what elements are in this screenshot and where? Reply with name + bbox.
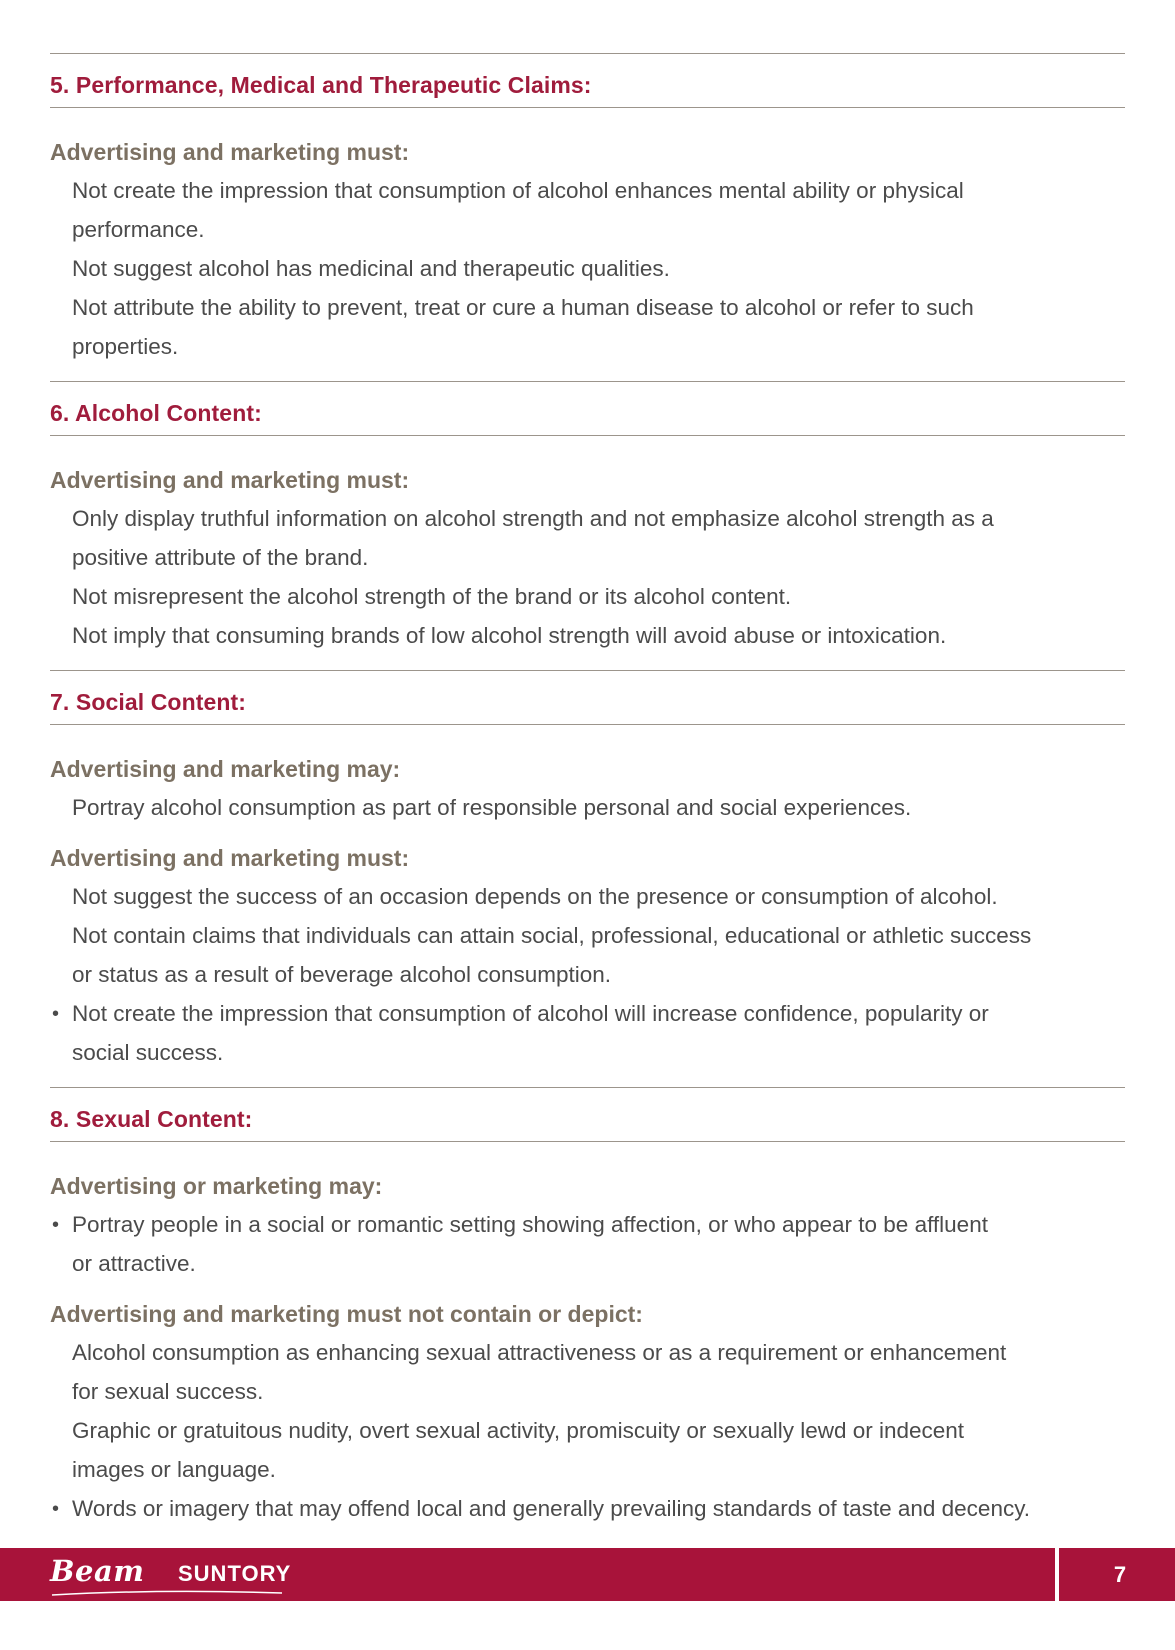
section-divider: [50, 1141, 1125, 1142]
body-line: Portray alcohol consumption as part of responsible personal and social experiences.: [72, 795, 912, 820]
footer-bar: [0, 1548, 1175, 1601]
body-line: properties.: [72, 334, 179, 359]
footer-divider: [1055, 1548, 1059, 1601]
subheading-must: Advertising and marketing must:: [50, 845, 410, 871]
body-line: Only display truthful information on alcohol strength and not emphasize alcohol strength as a: [72, 506, 994, 531]
subheading-may: Advertising and marketing may:: [50, 756, 401, 782]
body-line: Graphic or gratuitous nudity, overt sexual activity, promiscuity or sexually lewd or indecent: [72, 1418, 965, 1443]
body-line: or status as a result of beverage alcohol consumption.: [72, 962, 612, 987]
body-line: Not contain claims that individuals can attain social, professional, educational or athletic success: [72, 923, 1032, 948]
body-line: social success.: [72, 1040, 224, 1065]
body-line: Not create the impression that consumption of alcohol enhances mental ability or physical: [72, 178, 964, 203]
body-line: Not imply that consuming brands of low alcohol strength will avoid abuse or intoxication.: [72, 623, 947, 648]
section-divider: [50, 53, 1125, 54]
body-line: Not suggest alcohol has medicinal and therapeutic qualities.: [72, 256, 670, 281]
subheading-may: Advertising or marketing may:: [50, 1173, 383, 1199]
section-title-sexual-content: 8. Sexual Content:: [50, 1106, 253, 1132]
body-line: images or language.: [72, 1457, 276, 1482]
body-line: for sexual success.: [72, 1379, 264, 1404]
section-divider: [50, 107, 1125, 108]
section-divider: [50, 381, 1125, 382]
suntory-logo: SUNTORY: [178, 1561, 292, 1586]
section-title-social-content: 7. Social Content:: [50, 689, 247, 715]
body-line: Portray people in a social or romantic setting showing affection, or who appear to be affluent: [72, 1212, 988, 1237]
body-line: positive attribute of the brand.: [72, 545, 369, 570]
section-divider: [50, 670, 1125, 671]
body-line: Not attribute the ability to prevent, treat or cure a human disease to alcohol or refer to such: [72, 295, 974, 320]
subheading-must-not: Advertising and marketing must not contain or depict:: [50, 1301, 643, 1327]
section-title-alcohol-content: 6. Alcohol Content:: [50, 400, 262, 426]
subheading-must: Advertising and marketing must:: [50, 139, 410, 165]
body-line: Words or imagery that may offend local and generally prevailing standards of taste and decency.: [72, 1496, 1031, 1521]
section-title-performance-claims: 5. Performance, Medical and Therapeutic Claims:: [50, 72, 592, 98]
body-line: Not create the impression that consumption of alcohol will increase confidence, popularity or: [72, 1001, 989, 1026]
bullet-dot: •: [52, 1214, 60, 1236]
bullet-dot: •: [52, 1003, 60, 1025]
section-divider: [50, 724, 1125, 725]
page-number: 7: [1113, 1562, 1127, 1587]
bullet-dot: •: [52, 1498, 60, 1520]
body-line: Not misrepresent the alcohol strength of the brand or its alcohol content.: [72, 584, 792, 609]
body-line: performance.: [72, 217, 205, 242]
beam-logo: Beam: [50, 1554, 145, 1588]
section-divider: [50, 435, 1125, 436]
body-line: Alcohol consumption as enhancing sexual attractiveness or as a requirement or enhancement: [72, 1340, 1007, 1365]
section-divider: [50, 1087, 1125, 1088]
subheading-must: Advertising and marketing must:: [50, 467, 410, 493]
logo-swoosh-icon: [50, 1588, 285, 1598]
body-line: or attractive.: [72, 1251, 196, 1276]
body-line: Not suggest the success of an occasion depends on the presence or consumption of alcohol.: [72, 884, 998, 909]
